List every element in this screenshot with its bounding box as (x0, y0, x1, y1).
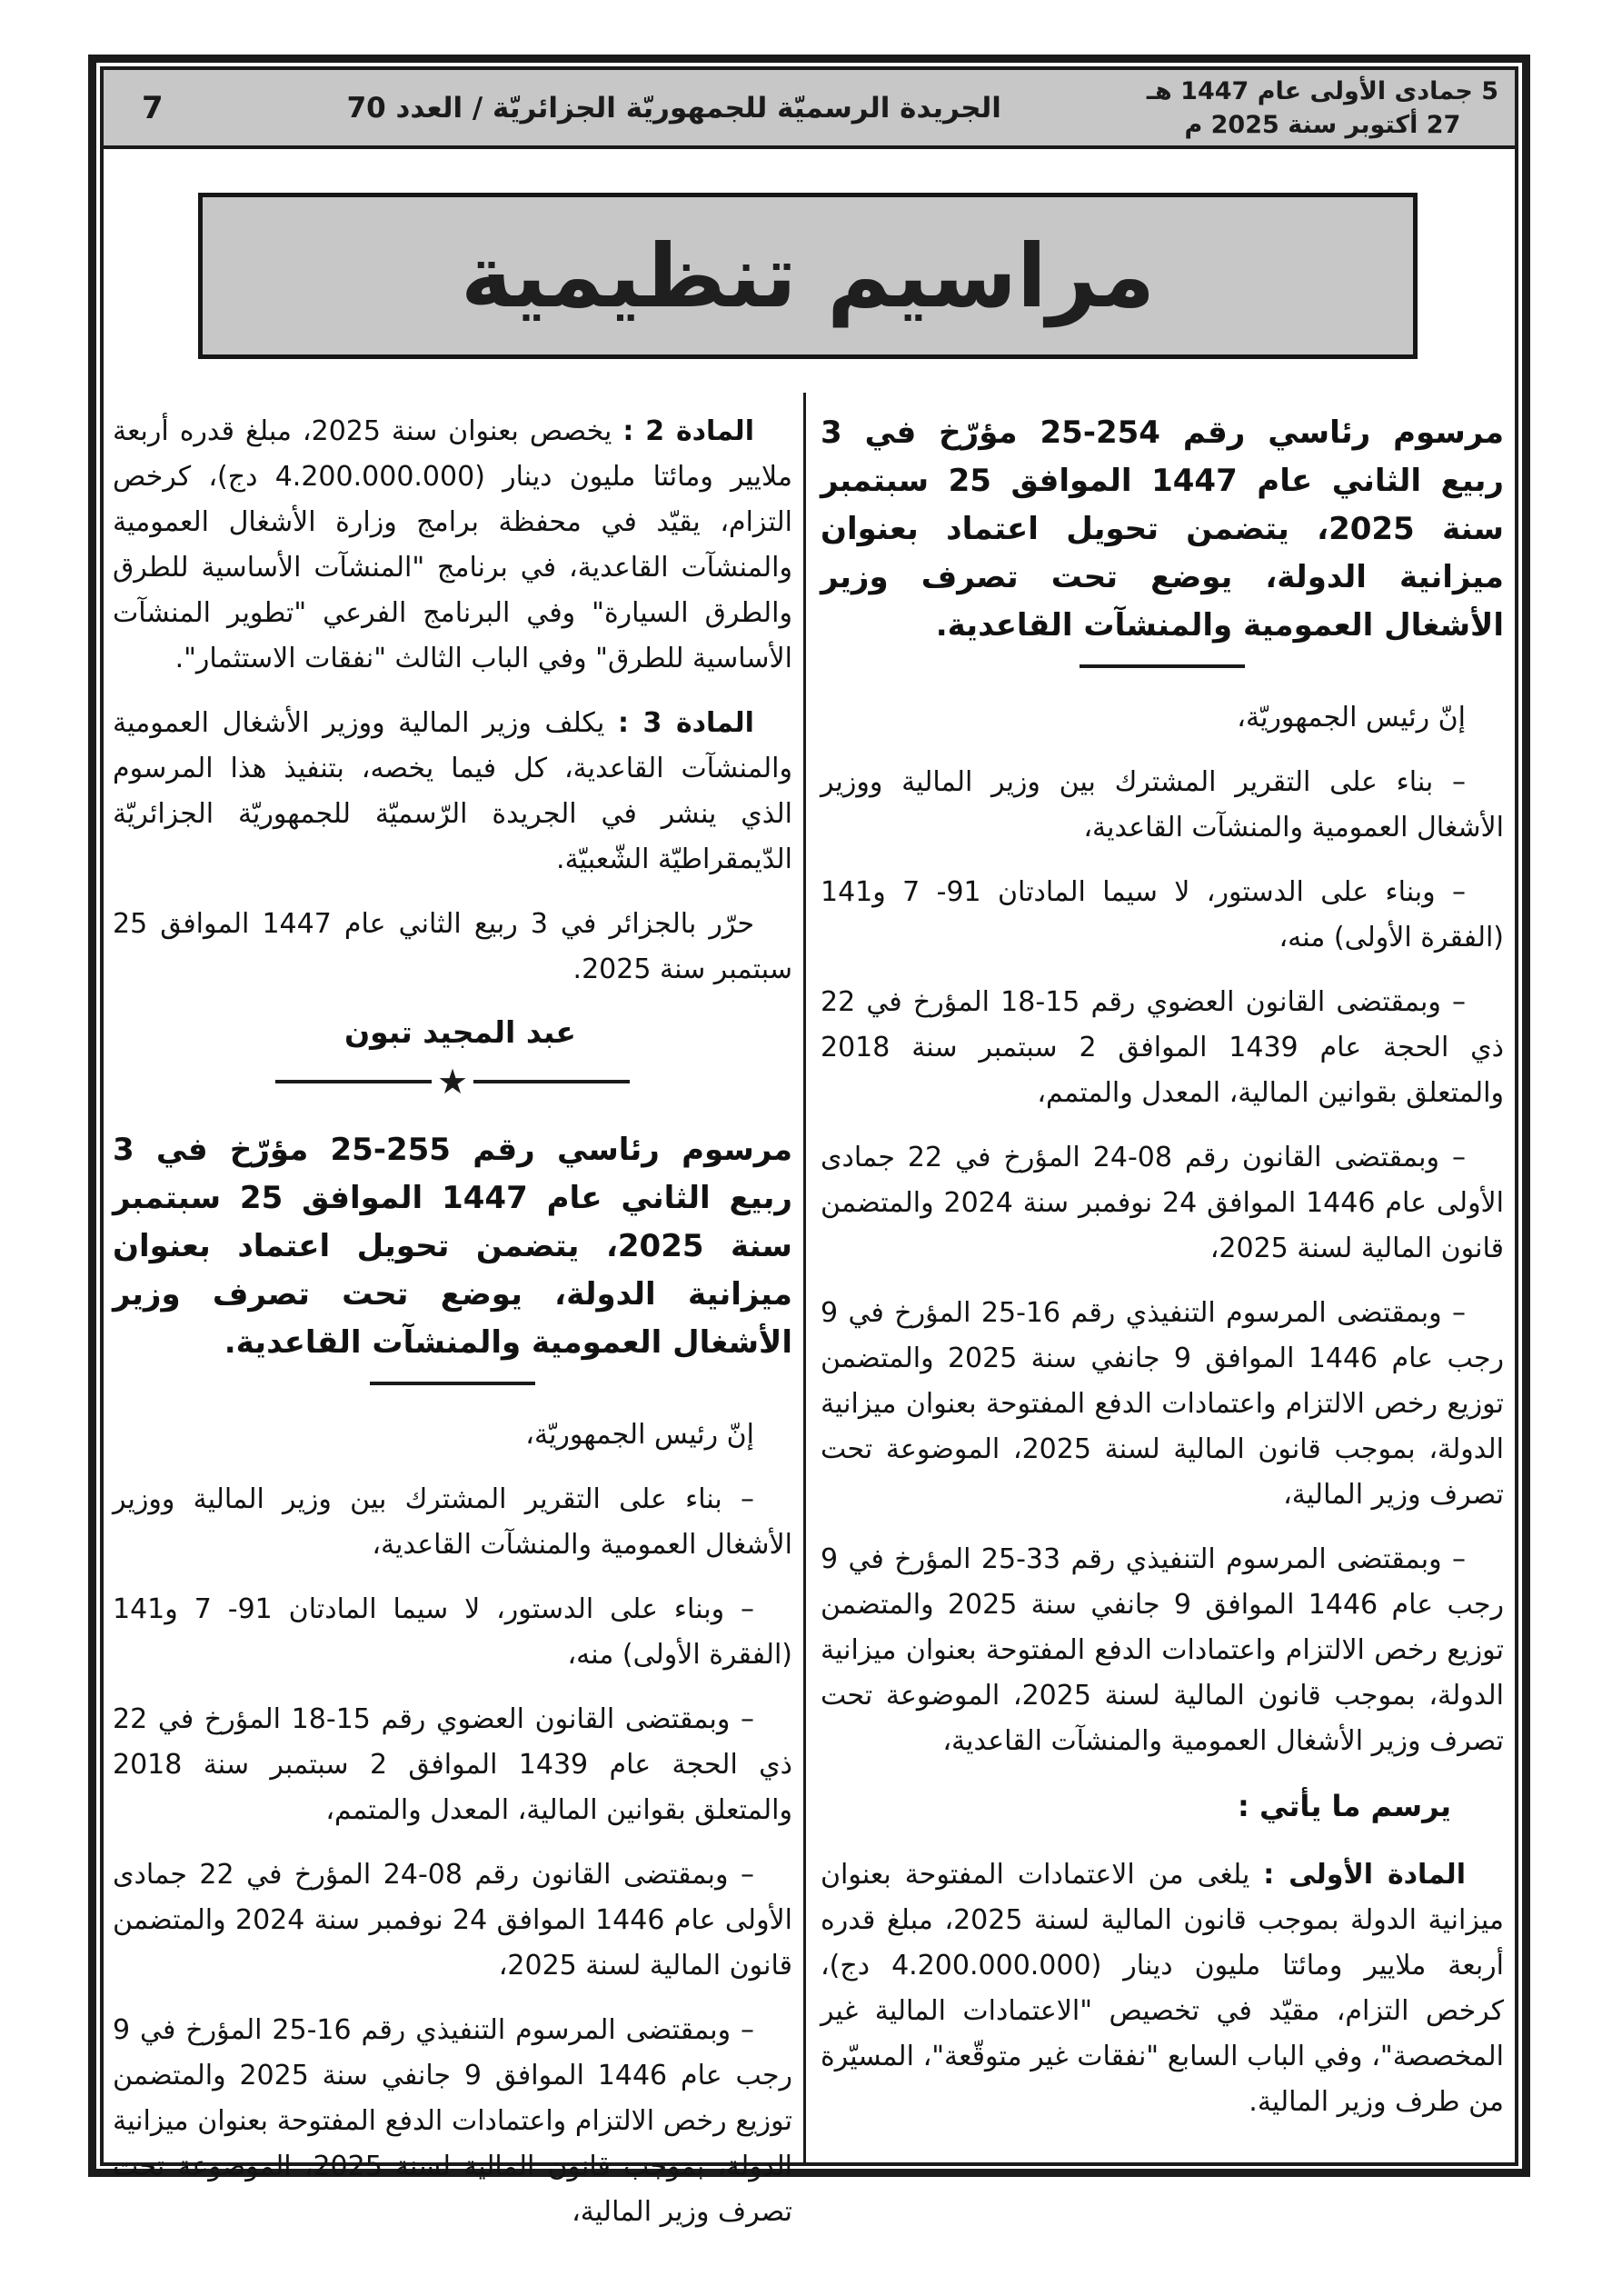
date-gregorian: 27 أكتوبر سنة 2025 م (1184, 110, 1461, 139)
star-icon: ★ (436, 1062, 469, 1102)
section-banner-title: مراسيم تنظيمية (460, 225, 1156, 327)
visa-paragraph: – وبمقتضى المرسوم التنفيذي رقم 33-25 المؤرخ في 9 رجب عام 1446 الموافق 9 جانفي سنة 2025 والمتضمن توزيع رخص الالتزام واعتمادات الدفع المفتوحة بعنوان ميزانية الدولة، بموجب قانون المالية لسنة 2025، الموضوعة تحت تصرف وزير الأشغال العمومية والمنشآت القاعدية، (821, 1543, 1504, 1757)
decree-255-title: مرسوم رئاسي رقم 255-25 مؤرّخ في 3 ربيع الثاني عام 1447 الموافق 25 سبتمبر سنة 2025، يتضمن تحويل اعتماد بعنوان ميزانية الدولة، يوضع تحت تصرف وزير الأشغال العمومية والمنشآت القاعدية. (113, 1132, 792, 1361)
article-3-label: المادة 3 : (618, 707, 754, 739)
section-rule (370, 1382, 535, 1385)
separator-line (473, 1080, 630, 1083)
article-2 (113, 409, 792, 682)
preamble-intro: إنّ رئيس الجمهوريّة، (1237, 702, 1466, 734)
signed-at: حرّر بالجزائر في 3 ربيع الثاني عام 1447 الموافق 25 سبتمبر سنة 2025. (113, 908, 792, 985)
column-left (113, 409, 792, 2254)
visa-paragraph: – وبمقتضى المرسوم التنفيذي رقم 16-25 المؤرخ في 9 رجب عام 1446 الموافق 9 جانفي سنة 2025 والمتضمن توزيع رخص الالتزام واعتمادات الدفع المفتوحة بعنوان ميزانية الدولة، بموجب قانون المالية لسنة 2025، الموضوعة تحت تصرف وزير المالية، (821, 1297, 1504, 1511)
article-1-text: يلغى من الاعتمادات المفتوحة بعنوان ميزانية الدولة بموجب قانون المالية لسنة 2025، مبلغ قدره أربعة ملايير ومائتا مليون دينار (4.200.000.000 دج)، كرخص التزام، مقيّد في تخصيص "الاعتمادات المالية غير المخصصة"، وفي الباب السابع "نفقات غير متوقّعة"، المسيّرة من طرف وزير المالية. (821, 1859, 1504, 2118)
section-rule (1080, 664, 1245, 668)
visa-paragraph: – بناء على التقرير المشترك بين وزير المالية ووزير الأشغال العمومية والمنشآت القاعدية، (821, 766, 1504, 844)
visa-paragraph: – وبمقتضى القانون العضوي رقم 15-18 المؤرخ في 22 ذي الحجة عام 1439 الموافق 2 سبتمبر سنة 2018 والمتعلق بقوانين المالية، المعدل والمتمم، (113, 1703, 792, 1826)
column-right (821, 409, 1504, 2144)
visa-paragraph: – وبمقتضى القانون العضوي رقم 15-18 المؤرخ في 22 ذي الحجة عام 1439 الموافق 2 سبتمبر سنة 2018 والمتعلق بقوانين المالية، المعدل والمتمم، (821, 986, 1504, 1109)
page-header (104, 70, 1515, 149)
preamble-intro: إنّ رئيس الجمهوريّة، (525, 1419, 754, 1451)
column-divider (803, 393, 806, 2166)
journal-title: الجريدة الرسميّة للجمهوريّة الجزائريّة / العدد 70 (346, 91, 1001, 125)
date-hijri: 5 جمادى الأولى عام 1447 هـ (1146, 76, 1498, 105)
page-number: 7 (142, 89, 164, 126)
article-1-label: المادة الأولى : (1263, 1859, 1466, 1891)
section-banner (198, 193, 1418, 359)
article-2-label: المادة 2 : (622, 415, 754, 447)
separator-line (275, 1080, 432, 1083)
visa-paragraph: – وبمقتضى القانون رقم 08-24 المؤرخ في 22 جمادى الأولى عام 1446 الموافق 24 نوفمبر سنة 2024 والمتضمن قانون المالية لسنة 2025، (821, 1142, 1504, 1264)
article-3-text: يكلف وزير المالية ووزير الأشغال العمومية والمنشآت القاعدية، كل فيما يخصه، بتنفيذ هذا المرسوم الذي ينشر في الجريدة الرّسميّة للجمهوريّة الجزائريّة الدّيمقراطيّة الشّعبيّة. (113, 707, 792, 875)
article-3 (113, 701, 792, 883)
star-separator (275, 1062, 630, 1102)
article-2-text: يخصص بعنوان سنة 2025، مبلغ قدره أربعة ملايير ومائتا مليون دينار (4.200.000.000 دج)، كرخص التزام، يقيّد في محفظة برامج وزارة الأشغال العمومية والمنشآت القاعدية، في برنامج "المنشآت الأساسية للطرق والطرق السيارة" وفي البرنامج الفرعي "تطوير المنشآت الأساسية للطرق" وفي الباب الثالث "نفقات الاستثمار". (113, 415, 792, 674)
visa-paragraph: – وبناء على الدستور، لا سيما المادتان 91- 7 و141 (الفقرة الأولى) منه، (113, 1593, 792, 1671)
visa-paragraph: – وبمقتضى القانون رقم 08-24 المؤرخ في 22 جمادى الأولى عام 1446 الموافق 24 نوفمبر سنة 2024 والمتضمن قانون المالية لسنة 2025، (113, 1859, 792, 1982)
enacting-formula: يرسم ما يأتي : (1238, 1789, 1451, 1823)
decree-254-title: مرسوم رئاسي رقم 254-25 مؤرّخ في 3 ربيع الثاني عام 1447 الموافق 25 سبتمبر سنة 2025، يتضمن تحويل اعتماد بعنوان ميزانية الدولة، يوضع تحت تصرف وزير الأشغال العمومية والمنشآت القاعدية. (821, 414, 1504, 644)
visa-paragraph: – وبمقتضى المرسوم التنفيذي رقم 16-25 المؤرخ في 9 رجب عام 1446 الموافق 9 جانفي سنة 2025 والمتضمن توزيع رخص الالتزام واعتمادات الدفع المفتوحة بعنوان ميزانية الدولة، بموجب قانون المالية لسنة 2025، الموضوعة تحت تصرف وزير المالية، (113, 2014, 792, 2228)
article-1 (821, 1852, 1504, 2125)
visa-paragraph: – بناء على التقرير المشترك بين وزير المالية ووزير الأشغال العمومية والمنشآت القاعدية، (113, 1483, 792, 1561)
signature: عبد المجيد تبون (344, 1014, 576, 1050)
visa-paragraph: – وبناء على الدستور، لا سيما المادتان 91- 7 و141 (الفقرة الأولى) منه، (821, 876, 1504, 953)
issue-dates (1130, 75, 1515, 142)
